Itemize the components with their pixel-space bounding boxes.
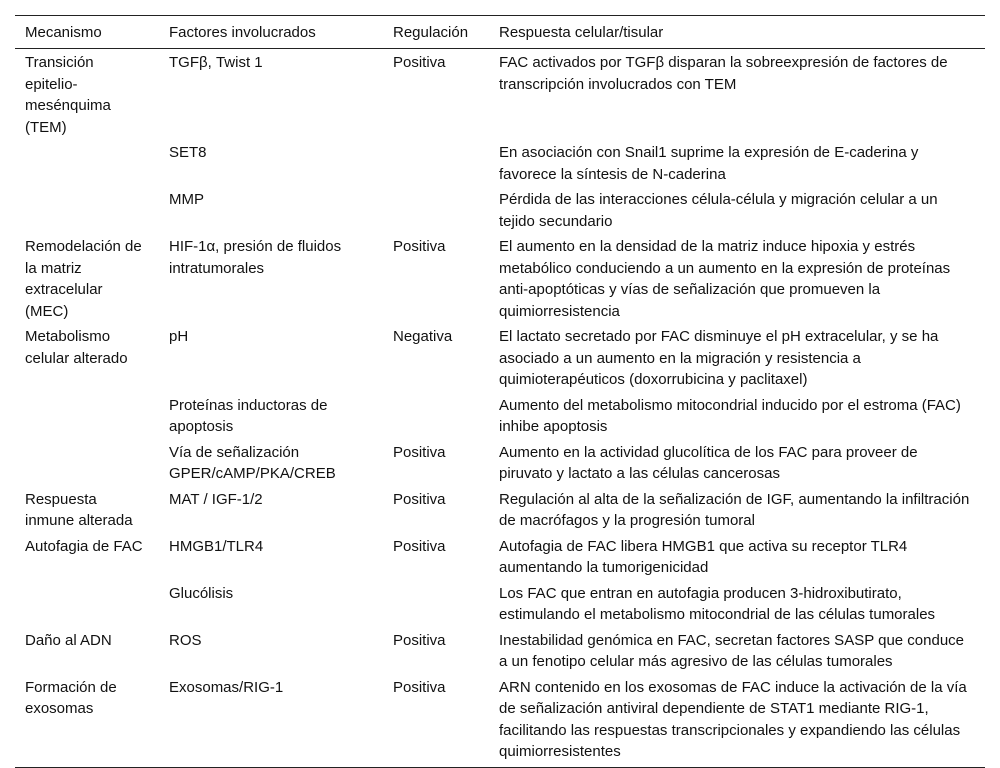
cell-response: Aumento en la actividad glucolítica de los FAC para proveer de piruvato y lactato a las células cancerosas xyxy=(499,443,918,482)
cell-response: FAC activados por TGFβ disparan la sobreexpresión de factores de transcripción involucrados con TEM xyxy=(499,54,948,93)
table-container xyxy=(15,15,985,768)
cell-factors: HIF-1α, presión de fluidos intratumorales xyxy=(169,238,342,277)
cell-response: El lactato secretado por FAC disminuye el pH extracelular, y se ha asociado a un aumento en la migración y resistencia a quimioterapéuticos (doxorrubicina y paclitaxel) xyxy=(499,328,939,388)
cell-response: ARN contenido en los exosomas de FAC induce la activación de la vía de señalización antiviral dependiente de STAT1 mediante RIG-1, facilitando las respuestas transcripcionales y expandiendo las células quimiorresistentes xyxy=(499,678,967,760)
cell-mechanism xyxy=(15,393,159,440)
cell-mechanism: Remodelación de la matriz extracelular (MEC) xyxy=(25,238,142,320)
table-row xyxy=(15,675,985,768)
cell-mechanism: Metabolismo celular alterado xyxy=(25,328,128,367)
header-respuesta: Respuesta celular/tisular xyxy=(499,24,664,41)
table-row xyxy=(15,140,985,187)
cell-mechanism xyxy=(15,440,159,487)
cell-factors: SET8 xyxy=(169,144,207,161)
cell-mechanism: Daño al ADN xyxy=(25,631,112,649)
cell-response: Los FAC que entran en autofagia producen 3-hidroxibutirato, estimulando el metabolismo mitocondrial de las células tumorales xyxy=(499,584,936,623)
header-mecanismo: Mecanismo xyxy=(25,24,102,41)
cell-regulation: Positiva xyxy=(393,443,446,461)
cell-regulation: Positiva xyxy=(393,537,446,555)
cell-mechanism: Transición epitelio-mesénquima (TEM) xyxy=(25,54,111,136)
cell-response: En asociación con Snail1 suprime la expresión de E-caderina y favorece la síntesis de N-caderina xyxy=(499,144,919,183)
cell-factors: MMP xyxy=(169,191,204,208)
cell-factors: Vía de señalización GPER/cAMP/PKA/CREB xyxy=(169,443,336,482)
cell-regulation: Positiva xyxy=(393,490,446,508)
cell-response: Regulación al alta de la señalización de IGF, aumentando la infiltración de macrófagos y la progresión tumoral xyxy=(499,490,970,529)
header-factores: Factores involucrados xyxy=(169,24,316,41)
cell-factors: MAT / IGF-1/2 xyxy=(169,490,263,508)
cell-response: Autofagia de FAC libera HMGB1 que activa su receptor TLR4 aumentando la tumorigenicidad xyxy=(499,537,908,576)
cell-factors: pH xyxy=(169,328,189,345)
cell-regulation: Positiva xyxy=(393,631,446,649)
cell-factors: ROS xyxy=(169,631,202,649)
cell-mechanism: Formación de exosomas xyxy=(25,678,117,717)
cell-factors: Exosomas/RIG-1 xyxy=(169,678,284,696)
table-row xyxy=(15,324,985,393)
table-header xyxy=(15,16,985,49)
cell-factors: Proteínas inductoras de apoptosis xyxy=(169,396,328,435)
cell-factors: Glucólisis xyxy=(169,584,234,602)
cell-mechanism xyxy=(15,140,159,187)
cell-regulation xyxy=(383,140,489,187)
cell-response: Pérdida de las interacciones célula-célula y migración celular a un tejido secundario xyxy=(499,191,938,230)
data-table xyxy=(15,15,985,768)
header-row xyxy=(15,16,985,49)
cell-mechanism xyxy=(15,187,159,234)
table-body xyxy=(15,49,985,768)
cell-mechanism: Respuesta inmune alterada xyxy=(25,490,133,529)
table-row xyxy=(15,187,985,234)
cell-response: Aumento del metabolismo mitocondrial inducido por el estroma (FAC) inhibe apoptosis xyxy=(499,396,961,435)
cell-mechanism xyxy=(15,581,159,628)
header-regulacion: Regulación xyxy=(393,24,469,41)
table-row xyxy=(15,534,985,581)
table-row xyxy=(15,487,985,534)
cell-regulation: Positiva xyxy=(393,678,446,696)
cell-regulation xyxy=(383,187,489,234)
cell-regulation: Positiva xyxy=(393,238,446,255)
table-row xyxy=(15,628,985,675)
cell-regulation xyxy=(383,393,489,440)
cell-regulation xyxy=(383,581,489,628)
table-row xyxy=(15,49,985,141)
table-row xyxy=(15,581,985,628)
cell-regulation: Positiva xyxy=(393,54,446,71)
cell-regulation: Negativa xyxy=(393,328,453,345)
cell-factors: HMGB1/TLR4 xyxy=(169,537,264,555)
cell-response: El aumento en la densidad de la matriz induce hipoxia y estrés metabólico conduciendo a un aumento en la expresión de proteínas anti-apoptóticas y vías de señalización que promueven la quimiorresistencia xyxy=(499,238,951,320)
cell-factors: TGFβ, Twist 1 xyxy=(169,54,263,71)
table-row xyxy=(15,234,985,324)
cell-response: Inestabilidad genómica en FAC, secretan factores SASP que conduce a un fenotipo celular más agresivo de las células tumorales xyxy=(499,631,965,670)
table-row xyxy=(15,440,985,487)
cell-mechanism: Autofagia de FAC xyxy=(25,537,143,555)
table-row xyxy=(15,393,985,440)
